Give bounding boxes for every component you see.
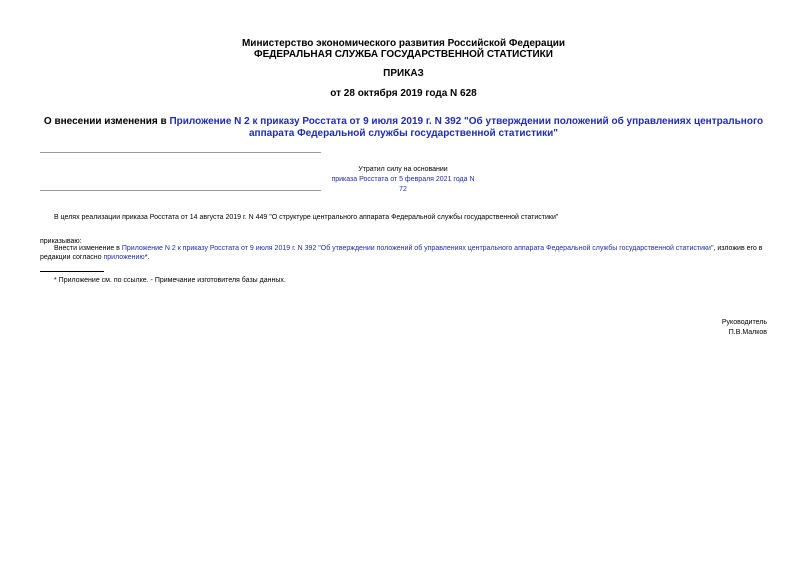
title-prefix: О внесении изменения в (43, 116, 170, 127)
order-suffix: *. (144, 254, 150, 261)
signature-position: Руководитель (721, 319, 767, 326)
order-paragraph (40, 244, 770, 262)
service-name: ФЕДЕРАЛЬНАЯ СЛУЖБА ГОСУДАРСТВЕННОЙ СТАТИСТИКИ (254, 49, 553, 60)
status-link[interactable]: приказа Росстата от 5 февраля 2021 года N 72 (331, 176, 475, 193)
order-link[interactable]: Приложение N 2 к приказу Росстата от 9 июля 2019 г. N 392 "Об утверждении положений об управлениях центрального аппарата Федеральной службы государственной статистики" (121, 245, 714, 252)
footnote: * Приложение см. по ссылке. - Примечание изготовителя базы данных. (54, 277, 286, 284)
order-mid: , изложив его в редакции согласно (40, 245, 763, 261)
footnote-divider (40, 271, 104, 272)
order-word: приказываю: (40, 238, 82, 245)
preamble-paragraph: В целях реализации приказа Росстата от 14 августа 2019 г. N 449 "О структуре центрального аппарата Федеральной службы государственной статистики" (54, 214, 559, 221)
title-link[interactable]: Приложение N 2 к приказу Росстата от 9 июля 2019 г. N 392 "Об утверждении положений об управлениях центрального аппарата Федеральной службы государственной статистики" (169, 116, 764, 139)
divider-bottom (40, 190, 321, 191)
appendix-link[interactable]: приложению (103, 254, 145, 261)
status-text: Утратил силу на основании (358, 166, 448, 173)
document-type: ПРИКАЗ (383, 68, 424, 79)
document-title (40, 116, 767, 140)
order-prefix: Внести изменение в (54, 245, 122, 252)
signature-name: П.В.Малков (728, 329, 767, 336)
ministry-name: Министерство экономического развития Российской Федерации (241, 38, 566, 49)
divider-top (40, 152, 321, 153)
document-date-number: от 28 октября 2019 года N 628 (330, 88, 477, 99)
